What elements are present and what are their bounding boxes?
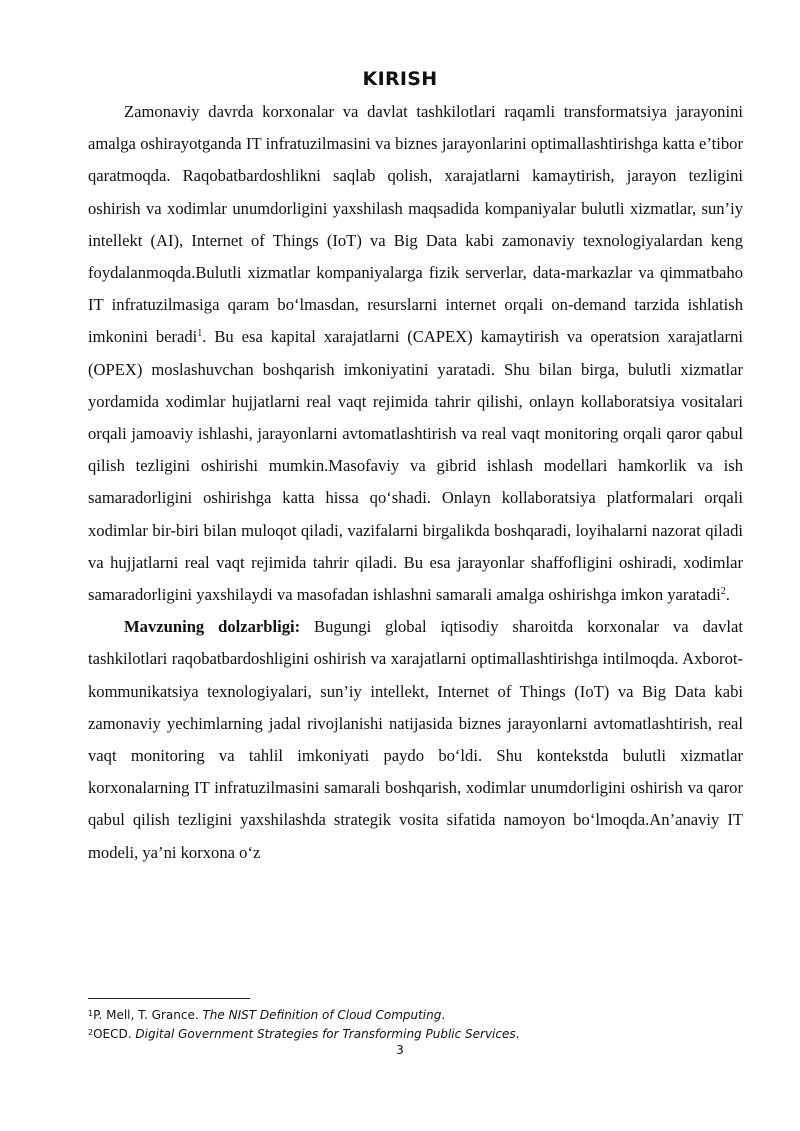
body-text — [88, 96, 743, 869]
page-number: 3 — [396, 1043, 404, 1057]
footnote-author: P. Mell, T. Grance. — [93, 1008, 203, 1022]
paragraph-relevance — [88, 611, 743, 869]
footnote-author: OECD. — [93, 1027, 136, 1041]
footnote-mark: 2 — [88, 1028, 94, 1037]
footnote-2 — [88, 1025, 743, 1044]
section-heading: KIRISH — [362, 68, 438, 90]
footnote-mark: 1 — [88, 1009, 94, 1018]
paragraph-intro — [88, 96, 743, 611]
relevance-text: Bugungi global iqtisodiy sharoitda korxonalar va davlat tashkilotlari raqobatbardoshligini oshirish va xarajatlarni optimallashtirishga intilmoqda. Axborot-kommunikatsiya texnologiyalari, sun’iy intellekt, Internet of Things (IoT) va Big Data kabi zamonaviy yechimlarning jadal rivojlanishi natijasida biznes jarayonlarni avtomatlashtirish, real vaqt monitoring va tahlil imkoniyati paydo bo‘ldi. Shu kontekstda bulutli xizmatlar korxonalarning IT infratuzilmasini samarali boshqarish, xodimlar unumdorligini oshirish va qaror qabul qilish tezligini yaxshilashda strategik vosita sifatida namoyon bo‘lmoqda.An’anaviy IT modeli, ya’ni korxona o‘z — [88, 617, 743, 862]
footnote-separator — [88, 998, 250, 999]
footnote-title: The NIST Definition of Cloud Computing — [202, 1008, 442, 1022]
footnote-end: . — [515, 1027, 520, 1041]
paragraph-intro-text-1: Zamonaviy davrda korxonalar va davlat tashkilotlari raqamli transformatsiya jarayonini amalga oshirayotganda IT infratuzilmasini va biznes jarayonlarini optimallashtirishga katta e’tibor qaratmoqda. Raqobatbardoshlikni saqlab qolish, xarajatlarni kamaytirish, jarayon tezligini oshirish va xodimlar unumdorligini yaxshilash maqsadida kompaniyalar bulutli xizmatlar, sun’iy intellekt (AI), Internet of Things (IoT) va Big Data kabi zamonaviy texnologiyalardan keng foydalanmoqda.Bulutli xizmatlar kompaniyalarga fizik serverlar, data-markazlar va qimmatbaho IT infratuzilmasiga qaram bo‘lmasdan, resurslarni internet orqali on-demand tarzida ishlatish imkonini beradi — [88, 102, 743, 347]
footnotes — [88, 1006, 743, 1044]
footnote-ref-2[interactable]: 2 — [720, 586, 726, 598]
paragraph-intro-text-3: . — [725, 585, 730, 605]
footnote-end: . — [441, 1008, 446, 1022]
paragraph-intro-text-2: . Bu esa kapital xarajatlarni (CAPEX) kamaytirish va operatsion xarajatlarni (OPEX) moslashuvchan boshqarish imkoniyatini yaratadi. Shu bilan birga, bulutli xizmatlar yordamida xodimlar hujjatlarni real vaqt rejimida tahrir qilishi, onlayn kollaboratsiya vositalari orqali jamoaviy ishlashi, jarayonlarni avtomatlashtirish va real vaqt monitoring orqali qaror qabul qilish tezligini oshirishi mumkin.Masofaviy va gibrid ishlash modellari hamkorlik va ish samaradorligini oshirishga katta hissa qo‘shadi. Onlayn kollaboratsiya platformalari orqali xodimlar bir-biri bilan muloqot qiladi, vazifalarni birgalikda boshqaradi, loyihalarni nazorat qiladi va hujjatlarni real vaqt rejimida tahrir qiladi. Bu esa jarayonlar shaffofligini oshiradi, xodimlar samaradorligini yaxshilaydi va masofadan ishlashni samarali amalga oshirishga imkon yaratadi — [88, 327, 743, 605]
relevance-label: Mavzuning dolzarbligi: — [124, 617, 301, 637]
footnote-1 — [88, 1006, 743, 1025]
footnote-title: Digital Government Strategies for Transforming Public Services — [135, 1027, 516, 1041]
footnote-ref-1[interactable]: 1 — [197, 328, 203, 340]
